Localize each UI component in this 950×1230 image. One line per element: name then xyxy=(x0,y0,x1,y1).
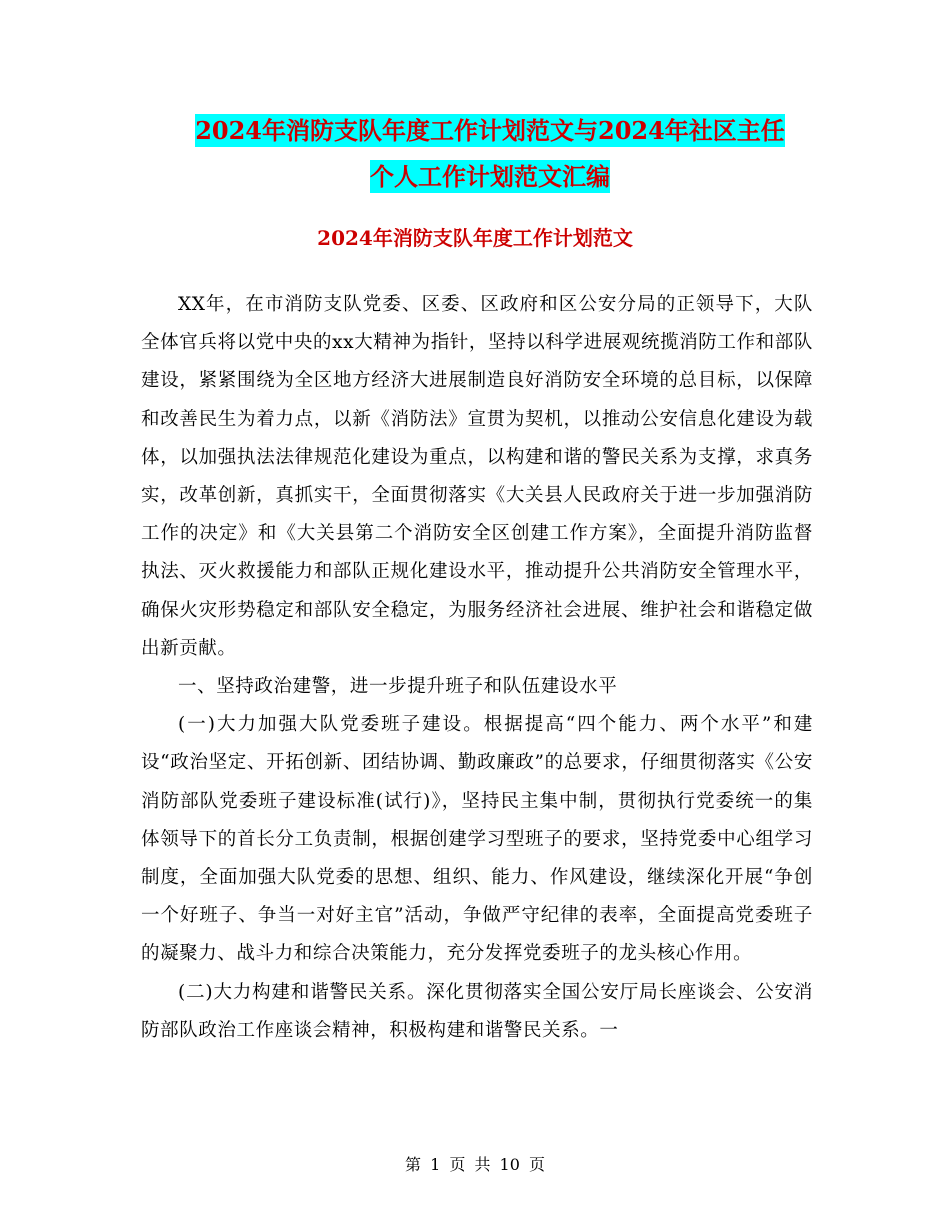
section-title: 2024年消防支队年度工作计划范文 xyxy=(317,226,633,250)
document-title-line-1: 2024年消防支队年度工作计划范文与2024年社区主任 xyxy=(195,116,785,145)
document-title xyxy=(140,108,840,200)
body-paragraph-2: (一)大力加强大队党委班子建设。根据提高“四个能力、两个水平”和建设“政治坚定、开拓创新、团结协调、勤政廉政”的总要求，仔细贯彻落实《公安消防部队党委班子建设标准(试行)》，坚持民主集中制，贯彻执行党委统一的集体领导下的首长分工负责制，根据创建学习型班子的要求，坚持党委中心组学习制度，全面加强大队党委的思想、组织、能力、作风建设，继续深化开展“争创一个好班子、争当一对好主官”活动，争做严守纪律的表率，全面提高党委班子的凝聚力、战斗力和综合决策能力，充分发挥党委班子的龙头核心作用。 xyxy=(141,714,813,965)
document-title-line-2: 个人工作计划范文汇编 xyxy=(370,162,610,191)
document-body xyxy=(141,286,813,1050)
body-paragraph-1: XX年，在市消防支队党委、区委、区政府和区公安分局的正领导下，大队全体官兵将以党中央的xx大精神为指针，坚持以科学进展观统揽消防工作和部队建设，紧紧围绕为全区地方经济大进展制造良好消防安全环境的总目标，以保障和改善民生为着力点，以新《消防法》宣贯为契机，以推动公安信息化建设为载体，以加强执法法律规范化建设为重点，以构建和谐的警民关系为支撑，求真务实，改革创新，真抓实干，全面贯彻落实《大关县人民政府关于进一步加强消防工作的决定》和《大关县第二个消防安全区创建工作方案》，全面提升消防监督执法、灭火救援能力和部队正规化建设水平，推动提升公共消防安全管理水平，确保火灾形势稳定和部队安全稳定，为服务经济社会进展、维护社会和谐稳定做出新贡献。 xyxy=(141,294,813,659)
body-paragraph-3: (二)大力构建和谐警民关系。深化贯彻落实全国公安厅局长座谈会、公安消防部队政治工作座谈会精神，积极构建和谐警民关系。一 xyxy=(141,981,813,1041)
body-heading-1: 一、坚持政治建警，进一步提升班子和队伍建设水平 xyxy=(178,676,618,698)
page-footer: 第 1 页 共 10 页 xyxy=(405,1155,545,1174)
